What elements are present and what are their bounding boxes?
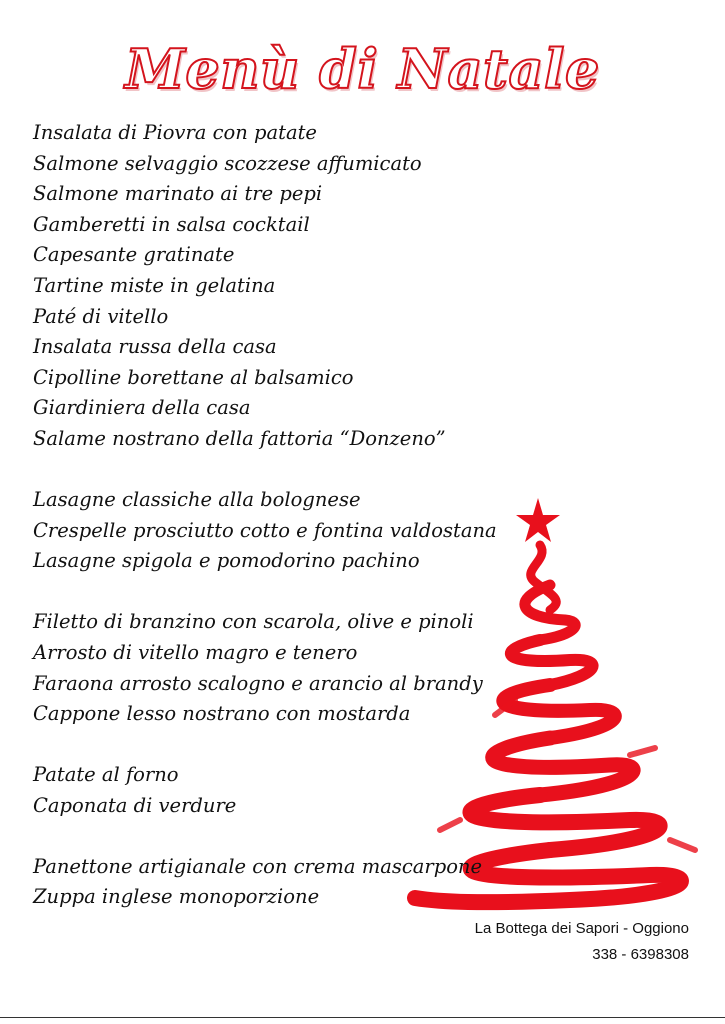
list-item: Filetto di branzino con scarola, olive e pinoli [33,610,474,634]
list-item: Cappone lesso nostrano con mostarda [33,702,411,726]
course-contorni [33,760,497,821]
course-dolci [33,852,497,913]
list-item: Arrosto di vitello magro e tenero [33,640,358,664]
list-item: Gamberetti in salsa cocktail [33,212,310,236]
list-item: Caponata di verdure [33,793,237,817]
list-item: Lasagne spigola e pomodorino pachino [33,549,420,573]
course-secondi [33,607,497,729]
shop-phone: 338 - 6398308 [592,946,689,963]
dish-list [33,118,497,944]
list-item: Insalata russa della casa [33,335,277,359]
list-item: Salmone marinato ai tre pepi [33,182,323,206]
list-item: Faraona arrosto scalogno e arancio al brandy [33,671,483,695]
list-item: Cipolline borettane al balsamico [33,365,354,389]
course-antipasti [33,118,497,455]
list-item: Patate al forno [33,763,179,787]
list-item: Capesante gratinate [33,243,235,267]
page-title: Menù di Natale [125,37,600,101]
star-icon [516,498,560,542]
list-item: Zuppa inglese monoporzione [33,885,320,909]
shop-name: La Bottega dei Sapori - Oggiono [474,920,689,937]
list-item: Salmone selvaggio scozzese affumicato [33,151,422,175]
list-item: Panettone artigianale con crema mascarpone [33,854,483,878]
list-item: Crespelle prosciutto cotto e fontina valdostana [33,518,497,542]
list-item: Insalata di Piovra con patate [33,121,317,144]
list-item: Salame nostrano della fattoria “Donzeno” [33,426,446,450]
bottom-divider [0,1017,725,1018]
list-item: Lasagne classiche alla bolognese [33,488,361,512]
list-item: Tartine miste in gelatina [33,273,276,297]
shop-info [475,916,689,968]
list-item: Giardiniera della casa [33,396,251,420]
list-item: Paté di vitello [33,304,169,328]
course-primi [33,485,497,577]
